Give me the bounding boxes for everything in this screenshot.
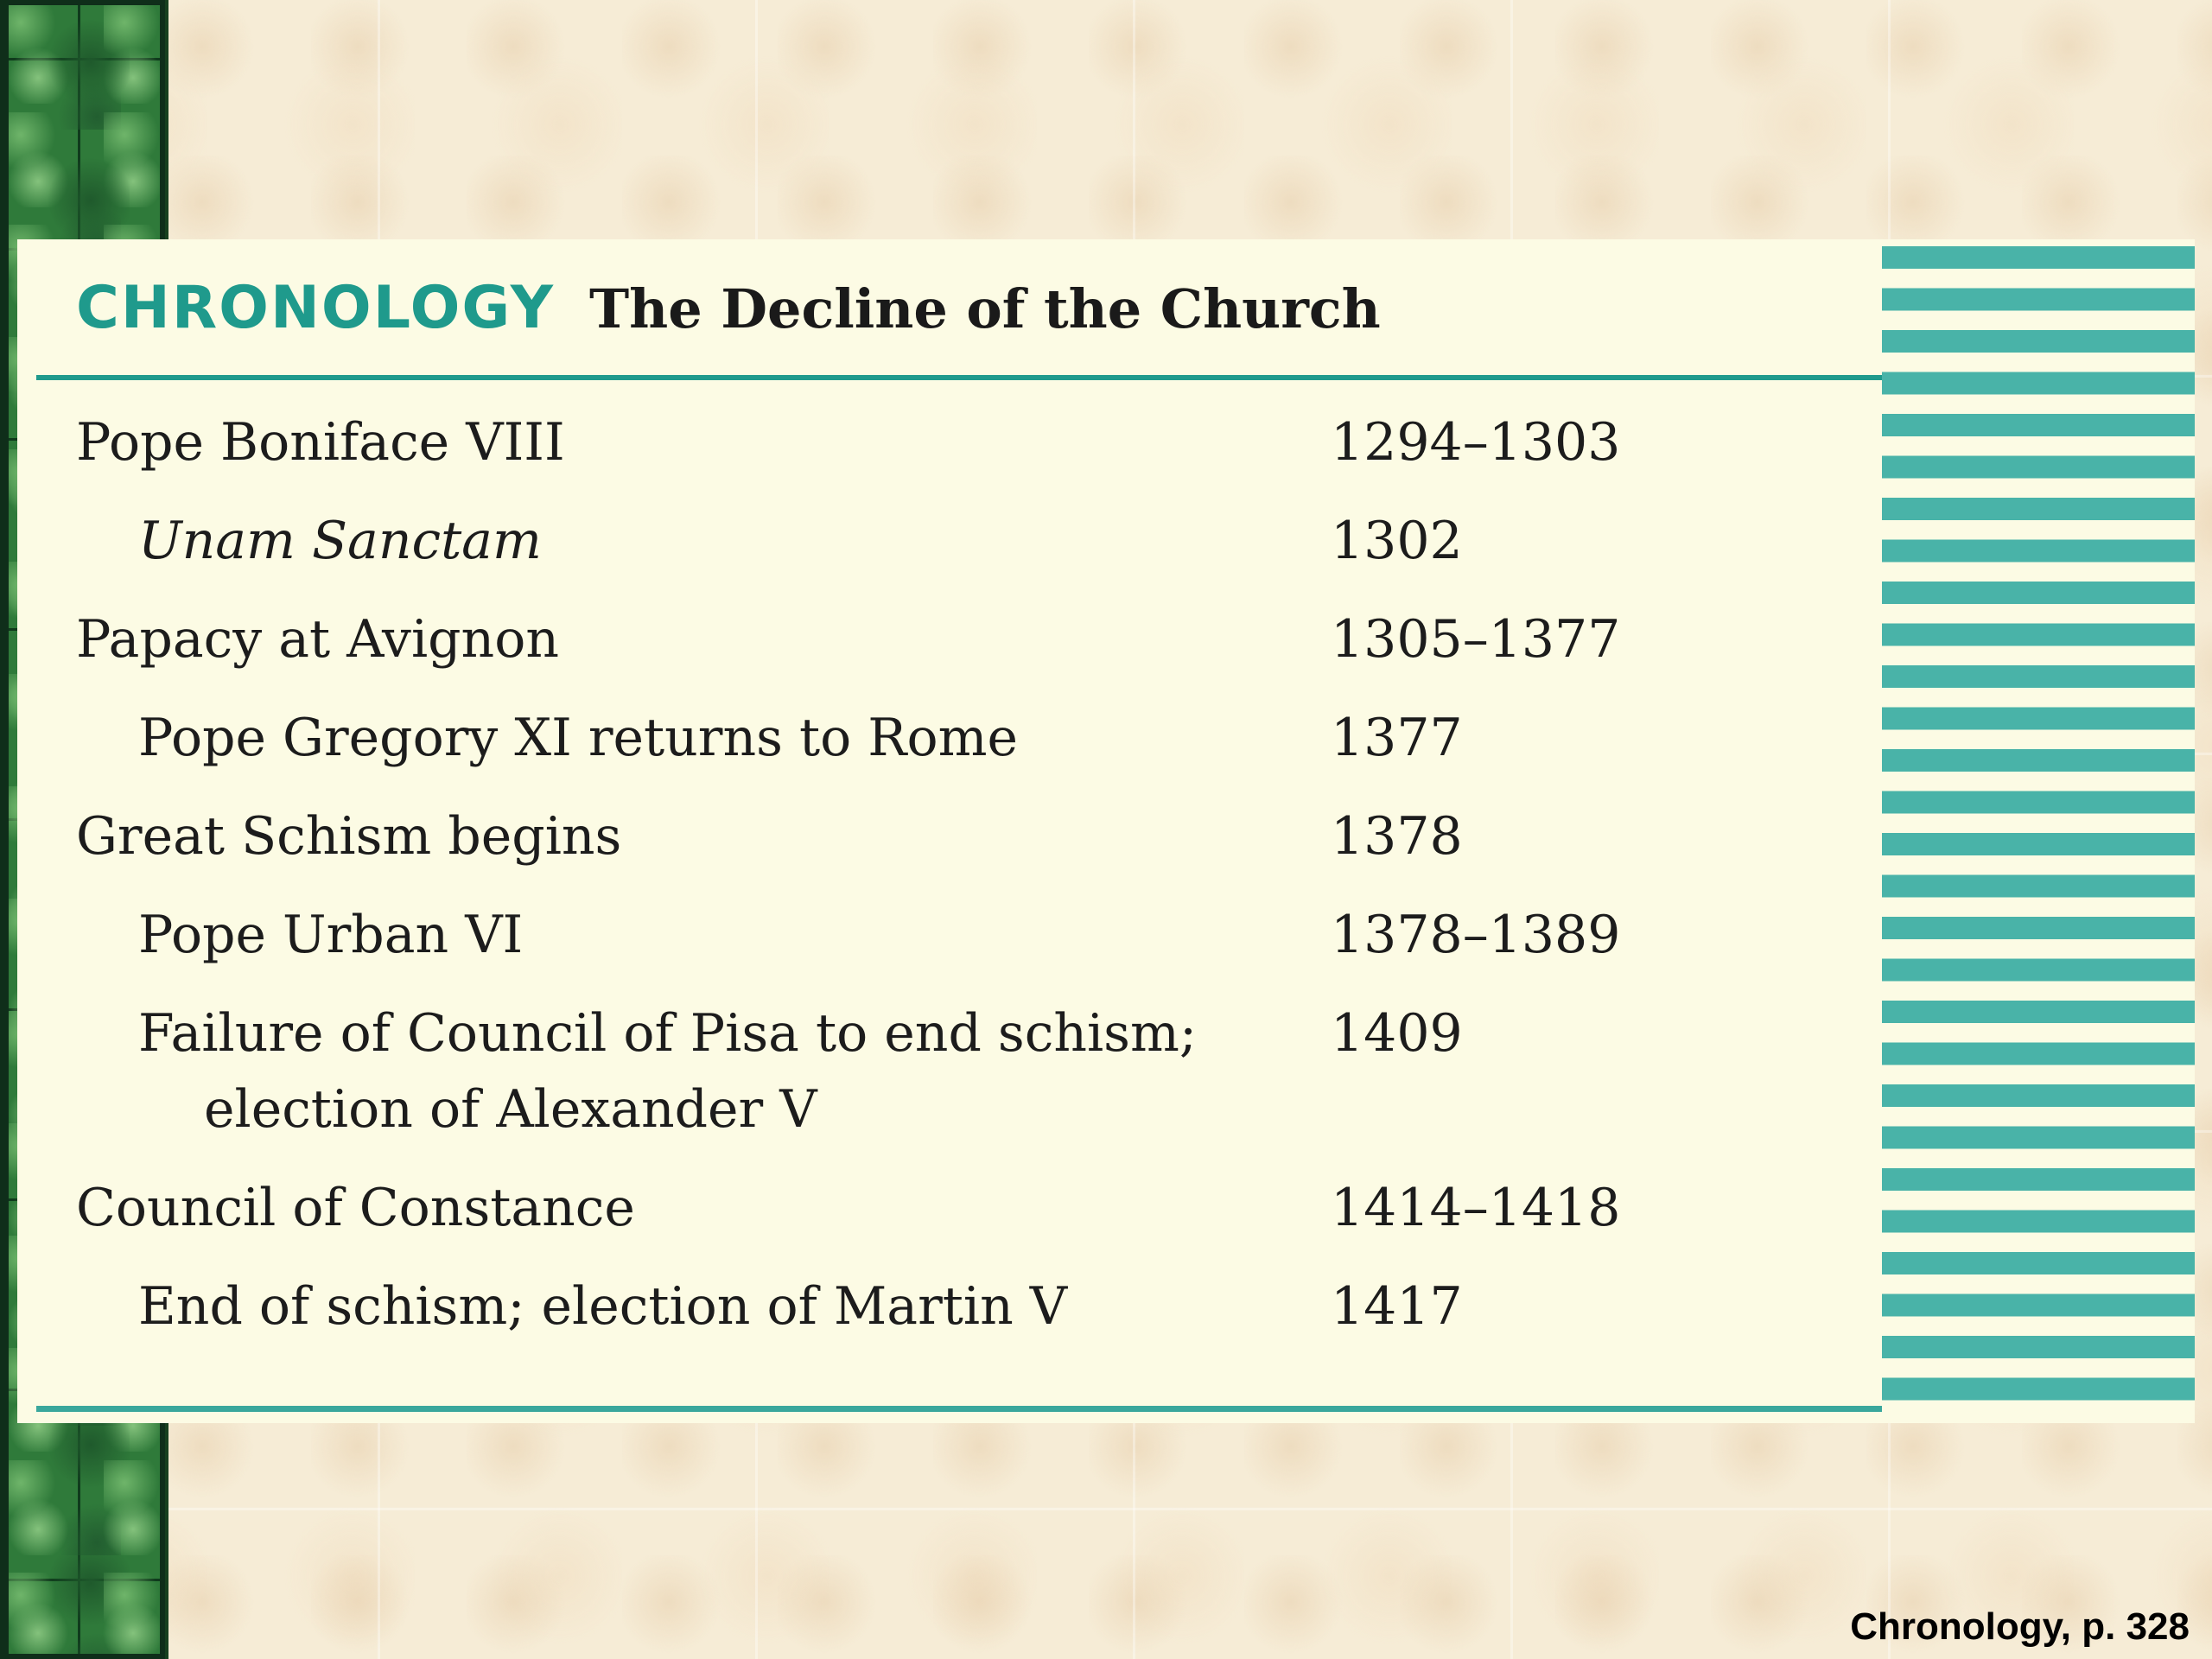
header-title: The Decline of the Church xyxy=(588,277,1381,340)
event-text: Pope Gregory XI returns to Rome xyxy=(138,708,1018,768)
chronology-row xyxy=(17,412,1875,511)
chronology-row xyxy=(17,708,1875,806)
decorative-stripes xyxy=(1882,246,2195,1415)
chronology-row xyxy=(17,1178,1875,1276)
event-date: 1378–1389 xyxy=(1331,905,1621,965)
event-text: Pope Boniface VIII xyxy=(76,412,565,473)
chronology-row xyxy=(17,609,1875,708)
event-text: Great Schism begins xyxy=(76,806,622,867)
event-text: Unam Sanctam xyxy=(138,511,542,571)
chronology-list xyxy=(17,412,1875,1375)
event-date: 1414–1418 xyxy=(1331,1178,1621,1238)
event-date: 1409 xyxy=(1331,1003,1463,1064)
chronology-row xyxy=(17,1276,1875,1375)
event-text-continued: election of Alexander V xyxy=(204,1079,817,1140)
chronology-row xyxy=(17,1003,1875,1178)
event-text: Failure of Council of Pisa to end schism; xyxy=(138,1003,1198,1064)
header-label: CHRONOLOGY xyxy=(76,274,555,342)
event-date: 1378 xyxy=(1331,806,1463,867)
event-text: End of schism; election of Martin V xyxy=(138,1276,1068,1337)
chronology-row xyxy=(17,806,1875,905)
header-rule xyxy=(36,375,1882,380)
chronology-row xyxy=(17,511,1875,609)
chronology-panel xyxy=(17,239,2195,1423)
event-date: 1377 xyxy=(1331,708,1463,768)
event-date: 1302 xyxy=(1331,511,1463,571)
event-text: Council of Constance xyxy=(76,1178,635,1238)
chronology-row xyxy=(17,905,1875,1003)
event-text-block xyxy=(138,1003,1382,1140)
slide-caption: Chronology, p. 328 xyxy=(1850,1605,2190,1648)
event-date: 1417 xyxy=(1331,1276,1463,1337)
event-date: 1305–1377 xyxy=(1331,609,1621,670)
footer-rule xyxy=(36,1406,1882,1412)
event-date: 1294–1303 xyxy=(1331,412,1621,473)
event-text: Pope Urban VI xyxy=(138,905,524,965)
chronology-header xyxy=(76,274,1381,352)
event-text: Papacy at Avignon xyxy=(76,609,559,670)
